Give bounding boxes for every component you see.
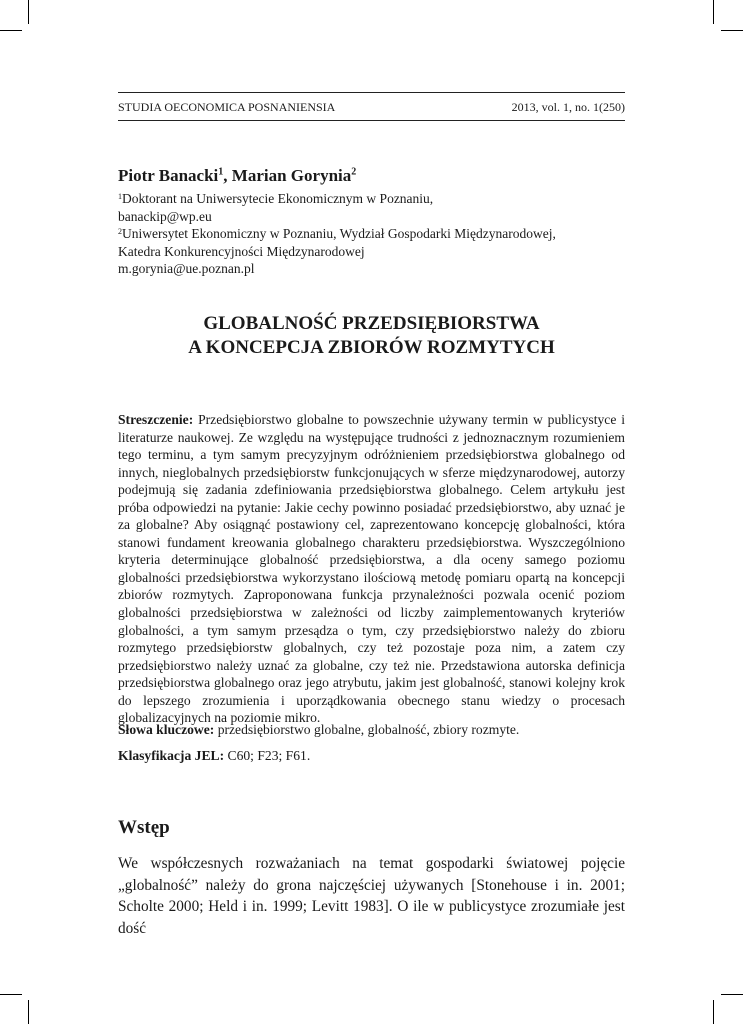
affil-1-sup: 1 — [118, 192, 122, 201]
crop-mark — [28, 0, 29, 24]
abstract-text: Przedsiębiorstwo globalne to powszechnie używany termin w publicystyce i literaturze naukowej. Ze względu na występujące trudności z jednoznacznym rozumieniem tego terminu, a tym samym precyzyjnym odróżnieniem przedsiębiorstwa globalnego od innych, nieglobalnych przedsiębiorstw funkcjonujących w sferze międzynarodowej, autorzy podejmują się zadania zdefiniowania przedsiębiorstwa globalnego. Celem artykułu jest próba odpowiedzi na pytanie: Jakie cechy powinno posiadać przedsiębiorstwo, aby uznać je za globalne? Aby osiągnąć postawiony cel, zaprezentowano koncepcję globalności, która stanowi fundament kreowania globalnego charakteru przedsiębiorstwa. Wyszczególniono kryteria determinujące globalność przedsiębiorstwa, a dla oceny samego poziomu globalności przedsiębiorstwa wykorzystano ilościową metodę pomiaru opartą na koncepcji zbiorów rozmytych. Zaproponowana funkcja przynależności pozwala ocenić poziom globalności przedsiębiorstwa w zależności od liczby zaimplementowanych kryteriów globalności, a tym samym przesądza o tym, czy przedsiębiorstwo należy do zbioru rozmytego przedsiębiorstw globalnych, czy też pozostaje poza nim, a zatem czy przedsiębiorstwo należy uznać za globalne, czy też nie. Przedstawiona autorska definicja przedsiębiorstwa globalnego oraz jego atrybutu, jakim jest globalność, stanowi kolejny krok do lepszego zrozumienia i uporządkowania obecnego stanu wiedzy o procesach globalizacyjnych na poziomie mikro. — [118, 412, 625, 726]
jel-label: Klasyfikacja JEL: — [118, 748, 225, 763]
running-header — [118, 100, 625, 115]
author-separator: , — [223, 166, 232, 185]
jel-classification — [118, 748, 310, 764]
author-1-sup: 1 — [218, 166, 224, 178]
email-1: banackip@wp.eu — [118, 208, 212, 224]
keywords — [118, 722, 519, 738]
crop-mark — [713, 1000, 714, 1024]
affil-2-sup: 2 — [118, 227, 122, 237]
authors-line — [118, 166, 356, 186]
keywords-text: przedsiębiorstwo globalne, globalność, zbiory rozmyte. — [214, 722, 520, 737]
crop-mark — [721, 30, 743, 31]
author-2: Marian Gorynia — [231, 166, 352, 185]
title-line-1: GLOBALNOŚĆ PRZEDSIĘBIORSTWA — [203, 313, 540, 334]
affiliations — [118, 190, 625, 278]
paper-title — [0, 312, 743, 360]
crop-mark — [0, 994, 22, 995]
jel-text: C60; F23; F61. — [224, 748, 311, 763]
affil-2: Uniwersytet Ekonomiczny w Poznaniu, Wydział Gospodarki Międzynarodowej, — [122, 226, 556, 242]
intro-paragraph: We współczesnych rozważaniach na temat gospodarki światowej pojęcie „globalność” należy do grona najczęściej używanych [Stonehouse i in. 2001; Scholte 2000; Held i in. 1999; Levitt 1983]. O ile w publicystyce zrozumiałe jest dość — [118, 855, 625, 937]
keywords-label: Słowa kluczowe: — [118, 722, 215, 737]
issue-info: 2013, vol. 1, no. 1(250) — [511, 100, 625, 114]
crop-mark — [28, 1000, 29, 1024]
author-2-sup: 2 — [351, 166, 357, 178]
affil-1: Doktorant na Uniwersytecie Ekonomicznym w Poznaniu, — [122, 191, 434, 206]
body-paragraph — [118, 853, 625, 939]
crop-mark — [0, 30, 22, 31]
section-heading: Wstęp — [118, 817, 170, 838]
affil-2-dept: Katedra Konkurencyjności Międzynarodowej — [118, 243, 365, 259]
abstract-label: Streszczenie: — [118, 412, 194, 427]
email-2: m.gorynia@ue.poznan.pl — [118, 261, 255, 277]
abstract — [118, 411, 625, 727]
title-line-2: A KONCEPCJA ZBIORÓW ROZMYTYCH — [188, 337, 555, 358]
crop-mark — [713, 0, 714, 24]
journal-name: STUDIA OECONOMICA POSNANIENSIA — [118, 100, 336, 114]
header-bottom-rule — [118, 120, 625, 121]
author-1: Piotr Banacki — [118, 166, 219, 185]
crop-mark — [721, 994, 743, 995]
header-top-rule — [118, 92, 625, 93]
